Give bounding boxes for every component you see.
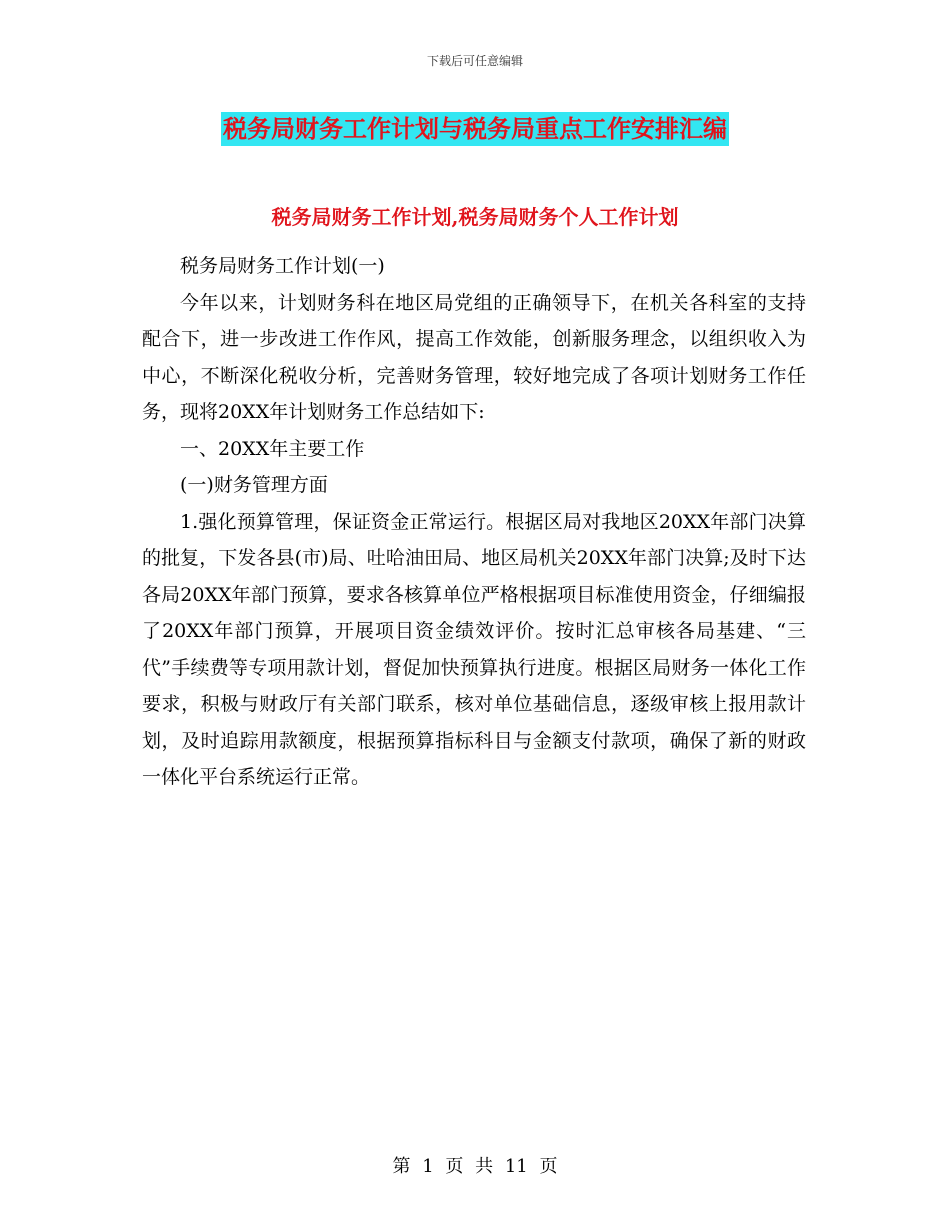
header-note: 下载后可任意编辑 <box>426 54 523 68</box>
section-heading: 一、20XX年主要工作 <box>180 437 365 460</box>
document-body <box>142 248 806 796</box>
page-footer: 第 1 页 共 11 页 <box>392 1156 558 1177</box>
document-subtitle: 税务局财务工作计划,税务局财务个人工作计划 <box>271 205 679 229</box>
body-paragraph: 今年以来，计划财务科在地区局党组的正确领导下，在机关各科室的支持配合下，进一步改进工作作风，提高工作效能，创新服务理念，以组织收入为中心，不断深化税收分析，完善财务管理，较好地完成了各项计划财务工作任务，现将20XX年计划财务工作总结如下: <box>142 291 806 423</box>
main-title-container <box>0 112 950 146</box>
section-heading: 税务局财务工作计划(一) <box>180 255 385 277</box>
document-title: 税务局财务工作计划与税务局重点工作安排汇编 <box>221 112 729 146</box>
subsection-heading: (一)财务管理方面 <box>180 474 328 496</box>
body-paragraph: 1.强化预算管理，保证资金正常运行。根据区局对我地区20XX年部门决算的批复，下发各县(市)局、吐哈油田局、地区局机关20XX年部门决算;及时下达各局20XX年部门预算，要求各核算单位严格根据项目标准使用资金，仔细编报了20XX年部门预算，开展项目资金绩效评价。按时汇总审核各局基建、“三代”手续费等专项用款计划，督促加快预算执行进度。根据区局财务一体化工作要求，积极与财政厅有关部门联系，核对单位基础信息，逐级审核上报用款计划，及时追踪用款额度，根据预算指标科目与金额支付款项，确保了新的财政一体化平台系统运行正常。 <box>142 510 806 788</box>
